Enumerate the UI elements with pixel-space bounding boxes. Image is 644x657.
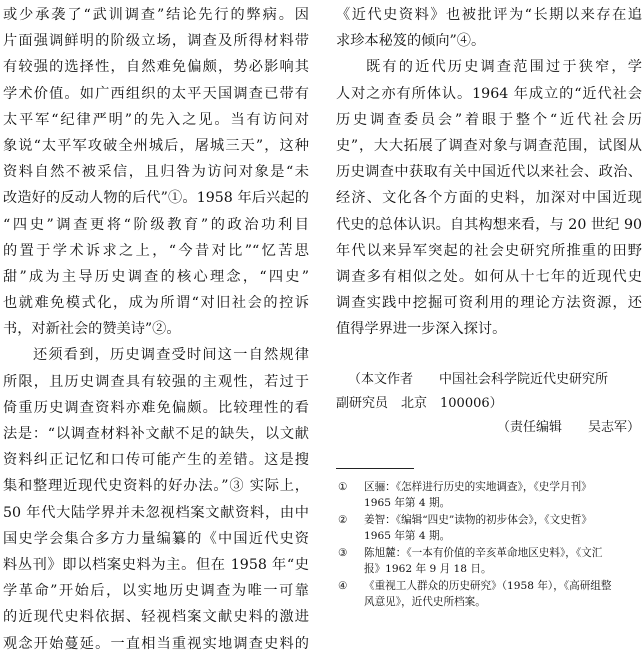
left-column <box>3 2 309 657</box>
body-line: 《近代史资料》也被批评为“长期以来存在追 <box>336 7 642 23</box>
body-line: 甜”成为主导历史调查的核心理念，“四史” <box>3 268 309 285</box>
footnote-line: 区骊：《怎样进行历史的实地调查》，《史学月刊》 <box>364 481 592 494</box>
body-line: 历史调查委员会”着眼于整个“近代社会历 <box>336 111 642 128</box>
footnote-marker: ③ <box>338 547 348 560</box>
author-title-location: 副研究员 北京 100006） <box>336 396 503 412</box>
body-line: 也就难免模式化，成为所谓“对旧社会的控诉 <box>3 295 309 312</box>
paragraph-start-line: 还须看到，历史调查受时间这一自然规律 <box>33 347 309 364</box>
body-line: 集和整理近现代史资料的好办法。”③ 实际上， <box>3 478 309 495</box>
body-line: “四史”调查更将“阶级教育”的政治功利目 <box>3 216 309 233</box>
footnote-marker: ① <box>338 481 348 494</box>
paragraph-start-line: 既有的近代历史调查范围过于狭窄，学 <box>366 59 642 76</box>
body-line: 象说“太平军攻破全州城后，屠城三天”，这种 <box>3 137 309 154</box>
body-line: 资料纠正记忆和口传可能产生的差错。这是搜 <box>3 452 309 469</box>
footnote-marker: ④ <box>338 580 348 593</box>
footnote <box>336 578 642 610</box>
right-column <box>336 2 642 611</box>
footnote <box>336 479 642 511</box>
footnote <box>336 545 642 577</box>
footnote-line: 报》1962 年 9 月 18 日。 <box>364 563 492 576</box>
body-line: 或少承袭了“武训调查”结论先行的弊病。因 <box>3 7 309 23</box>
body-line: 所限，且历史调查具有较强的主观性，若过于 <box>3 373 309 390</box>
footnote-line: 风意见》，近代史所档案。 <box>364 596 486 609</box>
body-line: 调查实践中挖掘可资利用的理论方法资源，还 <box>336 295 642 312</box>
spacer <box>336 342 642 368</box>
paragraph-end-line: 求珍本秘笈的倾向”④。 <box>336 33 486 50</box>
footnote-marker: ② <box>338 514 348 527</box>
body-line: 太平军“纪律严明”的先入之见。当有访问对 <box>3 111 309 128</box>
footnote-line: 姜智：《编辑“四史”读物的初步体会》，《文史哲》 <box>364 514 592 527</box>
author-affiliation: （本文作者 中国社会科学院近代史研究所 <box>348 372 609 388</box>
body-line: 的近现代史料依据、轻视档案文献史料的激进 <box>3 609 309 626</box>
body-line: 历史调查中获取有关中国近代以来社会、政治、 <box>336 164 642 181</box>
body-line: 资料自然不被采信，且归咎为访问对象是“未 <box>3 164 309 181</box>
body-line: 的置于学术诉求之上，“今昔对比”“忆苦思 <box>3 242 309 259</box>
footnote-line: 1965 年第 4 期。 <box>364 530 451 543</box>
responsible-editor: （责任编辑 吴志军） <box>496 420 640 436</box>
footnote-line: 陈旭麓：《一本有价值的辛亥革命地区史料》，《文汇 <box>364 547 603 560</box>
body-line: 料丛刊》即以档案史料为主。但在 1958 年“史 <box>3 556 309 573</box>
body-line: 学术价值。如广西组织的太平天国调查已带有 <box>3 85 309 102</box>
footnote <box>336 512 642 544</box>
footnote-divider <box>336 468 414 469</box>
body-line: 史”，大大拓展了调查对象与调查范围，试图从 <box>336 137 642 154</box>
paragraph-end-line: 值得学界进一步深入探讨。 <box>336 321 507 338</box>
body-line: 年代以来异军突起的社会史研究所推重的田野 <box>336 242 642 259</box>
body-line: 改造好的反动人物的后代”①。1958 年后兴起的 <box>3 190 309 207</box>
body-line: 倚重历史调查资料亦难免偏颇。比较理性的看 <box>3 399 309 416</box>
body-line: 人对之亦有所体认。1964 年成立的“近代社会 <box>336 85 642 102</box>
footnote-line: 《重视工人群众的历史研究》（1958 年），《高研组整 <box>364 580 612 593</box>
body-line: 观念开始蔓延。一直相当重视实地调查史料的 <box>3 635 309 652</box>
body-line: 片面强调鲜明的阶级立场，调查及所得材料带 <box>3 33 309 50</box>
body-line: 法是：“以调查材料补文献不足的缺失，以文献 <box>3 426 309 442</box>
body-line: 有较强的选择性，自然难免偏颇，势必影响其 <box>3 59 309 76</box>
body-line: 代史的总体认识。自其构想来看，与 20 世纪 90 <box>336 216 642 233</box>
body-line: 50 年代大陆学界并未忽视档案文献资料，由中 <box>3 504 309 521</box>
paragraph-end-line: 书，对新社会的赞美诗”②。 <box>3 321 181 338</box>
body-line: 国史学会集合多方力量编纂的《中国近代史资 <box>3 530 309 547</box>
body-line: 经济、文化各个方面的史料，加深对中国近现 <box>336 190 642 207</box>
body-line: 调查多有相似之处。如何从十七年的近现代史 <box>336 268 642 285</box>
footnote-line: 1965 年第 4 期。 <box>364 497 451 510</box>
body-line: 学革命”开始后，以实地历史调查为唯一可靠 <box>3 583 309 600</box>
